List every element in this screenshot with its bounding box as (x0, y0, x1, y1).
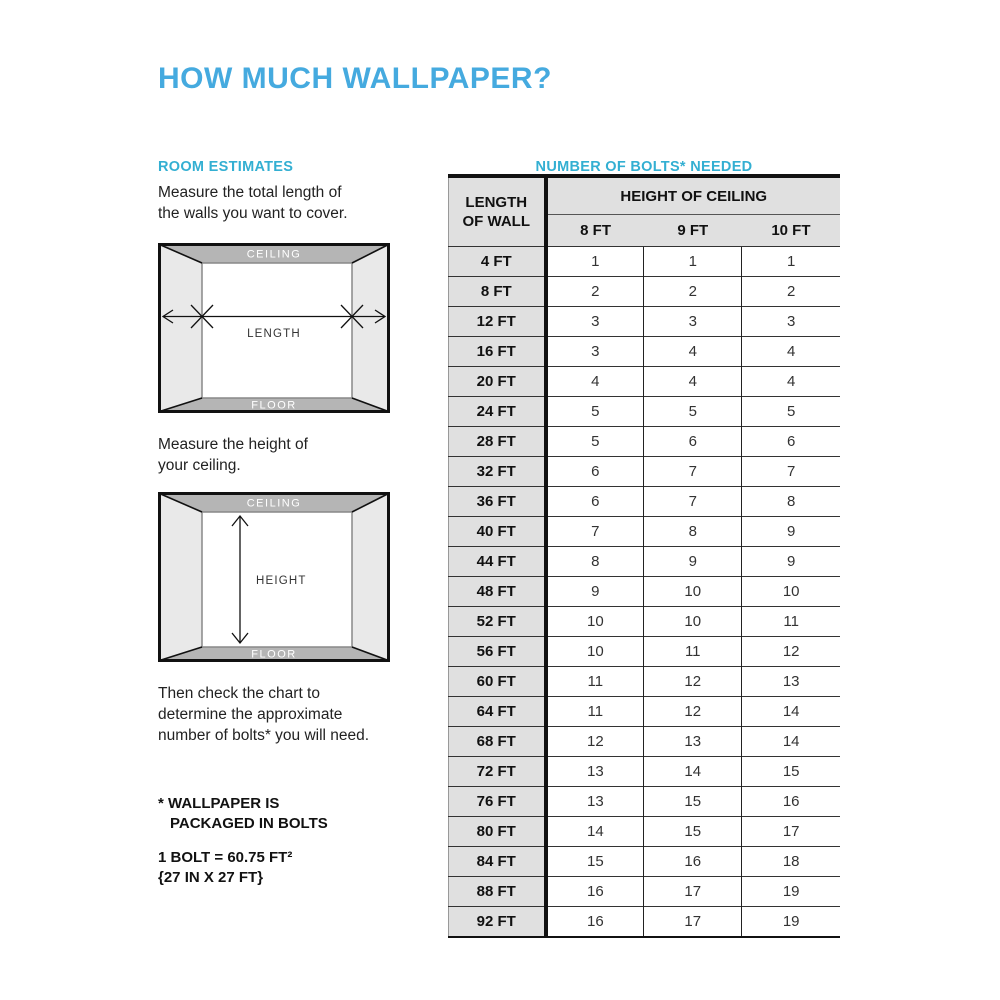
bolt-count-cell: 12 (546, 727, 644, 757)
table-row (449, 787, 841, 817)
table-row (449, 397, 841, 427)
wall-length-cell: 40 FT (449, 517, 546, 547)
table-row (449, 877, 841, 907)
bolt-count-cell: 3 (546, 337, 644, 367)
room-estimates-heading: ROOM ESTIMATES (158, 159, 294, 176)
note2-line2: {27 IN X 27 FT} (158, 869, 264, 886)
table-row (449, 847, 841, 877)
col-header-8ft: 8 FT (546, 215, 644, 247)
bolt-count-cell: 11 (546, 697, 644, 727)
table-row (449, 607, 841, 637)
wall-length-cell: 24 FT (449, 397, 546, 427)
table-row (449, 757, 841, 787)
bolt-count-cell: 1 (546, 247, 644, 277)
bolt-count-cell: 4 (644, 367, 742, 397)
step2-line1: Measure the height of (158, 436, 308, 453)
bolt-count-cell: 10 (644, 607, 742, 637)
table-row (449, 427, 841, 457)
bolt-count-cell: 16 (546, 907, 644, 938)
wall-length-cell: 28 FT (449, 427, 546, 457)
table-row (449, 247, 841, 277)
bolts-needed-heading: NUMBER OF BOLTS* NEEDED (535, 159, 753, 176)
wall-length-cell: 68 FT (449, 727, 546, 757)
step3-line1: Then check the chart to (158, 685, 320, 702)
bolt-size-note (158, 848, 292, 888)
ceiling-label: CEILING (246, 248, 302, 261)
col-header-10ft: 10 FT (742, 215, 840, 247)
bolt-count-cell: 4 (742, 367, 840, 397)
bolts-table (448, 174, 840, 938)
table-row (449, 277, 841, 307)
bolt-count-cell: 3 (644, 307, 742, 337)
bolt-count-cell: 13 (546, 787, 644, 817)
bolt-count-cell: 2 (644, 277, 742, 307)
bolt-count-cell: 2 (742, 277, 840, 307)
wall-length-cell: 60 FT (449, 667, 546, 697)
table-header-row-1 (449, 176, 841, 215)
wall-length-cell: 32 FT (449, 457, 546, 487)
note1-line1: * WALLPAPER IS (158, 795, 280, 812)
bolt-count-cell: 1 (742, 247, 840, 277)
bolt-count-cell: 16 (742, 787, 840, 817)
table-row (449, 517, 841, 547)
wall-length-cell: 64 FT (449, 697, 546, 727)
bolt-count-cell: 17 (742, 817, 840, 847)
step2-instruction (158, 434, 308, 476)
wall-length-cell: 76 FT (449, 787, 546, 817)
wall-length-cell: 92 FT (449, 907, 546, 938)
wall-length-cell: 48 FT (449, 577, 546, 607)
bolt-count-cell: 8 (546, 547, 644, 577)
wall-length-cell: 16 FT (449, 337, 546, 367)
bolt-count-cell: 17 (644, 877, 742, 907)
bolt-count-cell: 6 (546, 487, 644, 517)
bolt-count-cell: 4 (546, 367, 644, 397)
bolt-count-cell: 15 (742, 757, 840, 787)
bolt-count-cell: 5 (546, 397, 644, 427)
floor-label: FLOOR (251, 399, 297, 412)
bolt-count-cell: 10 (742, 577, 840, 607)
wallpaper-bolts-note (158, 794, 328, 833)
bolt-count-cell: 2 (546, 277, 644, 307)
note2-line1: 1 BOLT = 60.75 FT² (158, 849, 293, 866)
wall-length-cell: 56 FT (449, 637, 546, 667)
table-row (449, 697, 841, 727)
bolt-count-cell: 17 (644, 907, 742, 938)
bolt-count-cell: 3 (742, 307, 840, 337)
bolt-count-cell: 13 (742, 667, 840, 697)
table-row (449, 457, 841, 487)
wall-length-cell: 8 FT (449, 277, 546, 307)
table-row (449, 487, 841, 517)
step3-line3: number of bolts* you will need. (158, 727, 370, 744)
bolt-count-cell: 12 (644, 667, 742, 697)
bolt-count-cell: 7 (644, 457, 742, 487)
bolt-count-cell: 12 (742, 637, 840, 667)
bolt-count-cell: 16 (546, 877, 644, 907)
step2-line2: your ceiling. (158, 457, 241, 474)
wall-length-cell: 12 FT (449, 307, 546, 337)
bolt-count-cell: 9 (742, 517, 840, 547)
bolt-count-cell: 11 (742, 607, 840, 637)
table-row (449, 727, 841, 757)
height-room-diagram (158, 492, 390, 662)
wall-length-cell: 20 FT (449, 367, 546, 397)
note1-line2: PACKAGED IN BOLTS (170, 814, 328, 832)
bolt-count-cell: 14 (742, 697, 840, 727)
page-title: HOW MUCH WALLPAPER? (158, 62, 552, 96)
wall-length-cell: 36 FT (449, 487, 546, 517)
wall-length-cell: 80 FT (449, 817, 546, 847)
step1-line1: Measure the total length of (158, 184, 342, 201)
height-label: HEIGHT (256, 575, 307, 587)
bolt-count-cell: 15 (546, 847, 644, 877)
bolt-count-cell: 8 (742, 487, 840, 517)
bolt-count-cell: 9 (546, 577, 644, 607)
bolt-count-cell: 4 (644, 337, 742, 367)
step1-line2: the walls you want to cover. (158, 205, 348, 222)
bolt-count-cell: 19 (742, 907, 840, 938)
bolt-count-cell: 5 (644, 397, 742, 427)
bolt-count-cell: 15 (644, 787, 742, 817)
bolt-count-cell: 10 (546, 637, 644, 667)
table-row (449, 667, 841, 697)
bolt-count-cell: 8 (644, 517, 742, 547)
bolt-count-cell: 14 (742, 727, 840, 757)
bolt-count-cell: 12 (644, 697, 742, 727)
table-row (449, 907, 841, 938)
height-of-ceiling-header: HEIGHT OF CEILING (546, 176, 841, 215)
bolt-count-cell: 6 (742, 427, 840, 457)
bolt-count-cell: 11 (546, 667, 644, 697)
table-row (449, 367, 841, 397)
step3-instruction (158, 683, 369, 746)
wall-length-cell: 72 FT (449, 757, 546, 787)
bolt-count-cell: 10 (546, 607, 644, 637)
wall-length-cell: 52 FT (449, 607, 546, 637)
wall-length-cell: 84 FT (449, 847, 546, 877)
length-label: LENGTH (247, 328, 301, 340)
bolt-count-cell: 19 (742, 877, 840, 907)
bolt-count-cell: 3 (546, 307, 644, 337)
bolt-count-cell: 1 (644, 247, 742, 277)
col-header-9ft: 9 FT (644, 215, 742, 247)
bolt-count-cell: 7 (742, 457, 840, 487)
ceiling-label: CEILING (246, 497, 302, 510)
bolt-count-cell: 11 (644, 637, 742, 667)
bolt-count-cell: 7 (546, 517, 644, 547)
bolt-count-cell: 14 (546, 817, 644, 847)
bolts-table-body (449, 247, 841, 938)
table-row (449, 547, 841, 577)
wall-length-cell: 44 FT (449, 547, 546, 577)
table-row (449, 307, 841, 337)
bolt-count-cell: 13 (546, 757, 644, 787)
wall-length-cell: 88 FT (449, 877, 546, 907)
bolt-count-cell: 5 (742, 397, 840, 427)
bolt-count-cell: 9 (742, 547, 840, 577)
bolt-count-cell: 9 (644, 547, 742, 577)
corner-line1: LENGTH (465, 194, 528, 211)
bolt-count-cell: 10 (644, 577, 742, 607)
corner-line2: OF WALL (462, 213, 530, 230)
bolt-count-cell: 15 (644, 817, 742, 847)
bolt-count-cell: 16 (644, 847, 742, 877)
bolt-count-cell: 13 (644, 727, 742, 757)
bolt-count-cell: 4 (742, 337, 840, 367)
table-row (449, 337, 841, 367)
floor-label: FLOOR (251, 648, 297, 661)
bolt-count-cell: 6 (644, 427, 742, 457)
bolt-count-cell: 18 (742, 847, 840, 877)
table-row (449, 577, 841, 607)
wall-length-cell: 4 FT (449, 247, 546, 277)
length-of-wall-header (449, 176, 546, 247)
bolt-count-cell: 5 (546, 427, 644, 457)
length-room-diagram (158, 243, 390, 413)
bolt-count-cell: 6 (546, 457, 644, 487)
table-row (449, 637, 841, 667)
table-row (449, 817, 841, 847)
step1-instruction (158, 182, 348, 224)
bolt-count-cell: 7 (644, 487, 742, 517)
bolt-count-cell: 14 (644, 757, 742, 787)
step3-line2: determine the approximate (158, 706, 343, 723)
